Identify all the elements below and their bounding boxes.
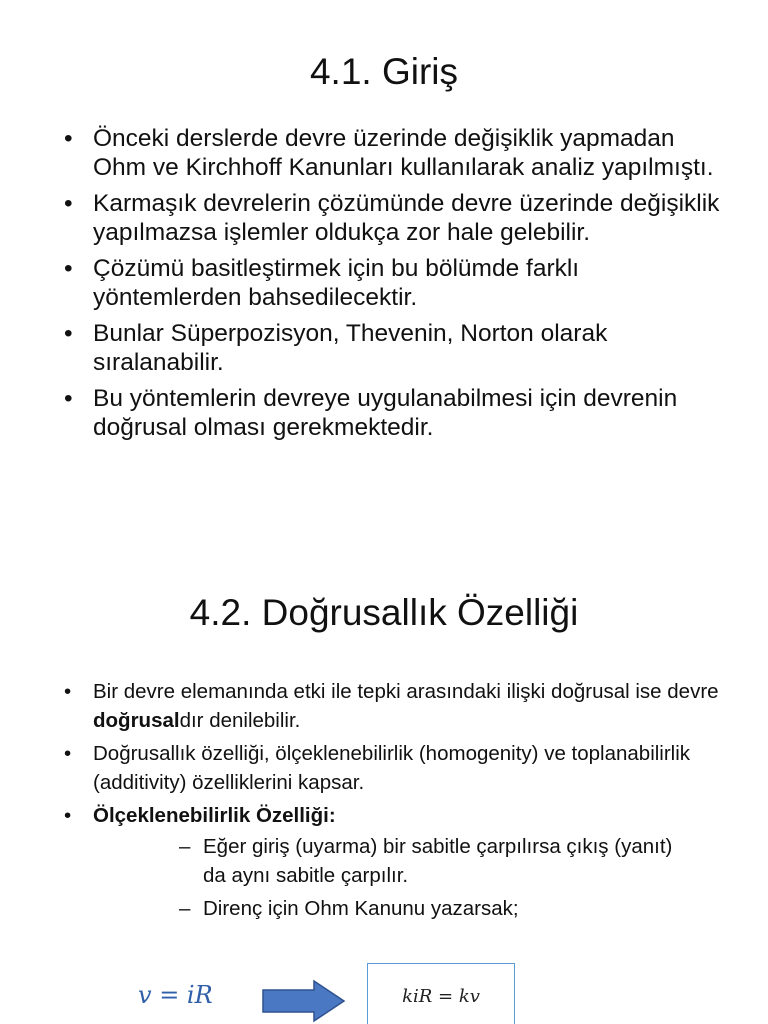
bullet-text: Bir devre elemanında etki ile tepki arasındaki ilişki doğrusal ise devre bbox=[93, 680, 719, 704]
bullet-heading: Ölçeklenebilirlik Özelliği: bbox=[93, 804, 336, 828]
bullet-list-giris bbox=[0, 124, 768, 442]
sub-bullet-list bbox=[93, 832, 728, 923]
bullet-text: dır denilebilir. bbox=[179, 709, 301, 733]
formula-row bbox=[0, 963, 768, 1024]
formula-scaled: kiR = kv bbox=[402, 986, 480, 1007]
slide-dogrusallik bbox=[0, 545, 768, 1024]
bullet-item bbox=[0, 677, 768, 735]
bullet-item: • Bu yöntemlerin devreye uygulanabilmesi için devrenin doğrusal olması gerekmektedir. bbox=[0, 384, 768, 442]
formula-ohm: v = iR bbox=[138, 981, 213, 1009]
bullet-list-dogrusallik bbox=[0, 677, 768, 923]
bullet-item: • Karmaşık devrelerin çözümünde devre üzerinde değişiklik yapılmazsa işlemler oldukça zor hale gelebilir. bbox=[0, 189, 768, 247]
bullet-item: • Doğrusallık özelliği, ölçeklenebilirlik (homogenity) ve toplanabilirlik (additivity) özelliklerini kapsar. bbox=[0, 739, 768, 797]
sub-bullet-item: – Direnç için Ohm Kanunu yazarsak; bbox=[93, 894, 728, 923]
right-arrow-icon bbox=[262, 979, 346, 1023]
formula-box bbox=[367, 963, 515, 1024]
bullet-item: • Önceki derslerde devre üzerinde değişiklik yapmadan Ohm ve Kirchhoff Kanunları kullanılarak analiz yapılmıştı. bbox=[0, 124, 768, 182]
slide-title-giris: 4.1. Giriş bbox=[309, 51, 459, 92]
bullet-item: • Çözümü basitleştirmek için bu bölümde farklı yöntemlerden bahsedilecektir. bbox=[0, 254, 768, 312]
bullet-bold-text: doğrusal bbox=[93, 709, 180, 733]
slide-title-dogrusallik: 4.2. Doğrusallık Özelliği bbox=[189, 592, 579, 633]
bullet-item: • Bunlar Süperpozisyon, Thevenin, Norton olarak sıralanabilir. bbox=[0, 319, 768, 377]
bullet-item bbox=[0, 801, 768, 923]
sub-bullet-item: – Eğer giriş (uyarma) bir sabitle çarpılırsa çıkış (yanıt) da aynı sabitle çarpılır. bbox=[93, 832, 728, 890]
